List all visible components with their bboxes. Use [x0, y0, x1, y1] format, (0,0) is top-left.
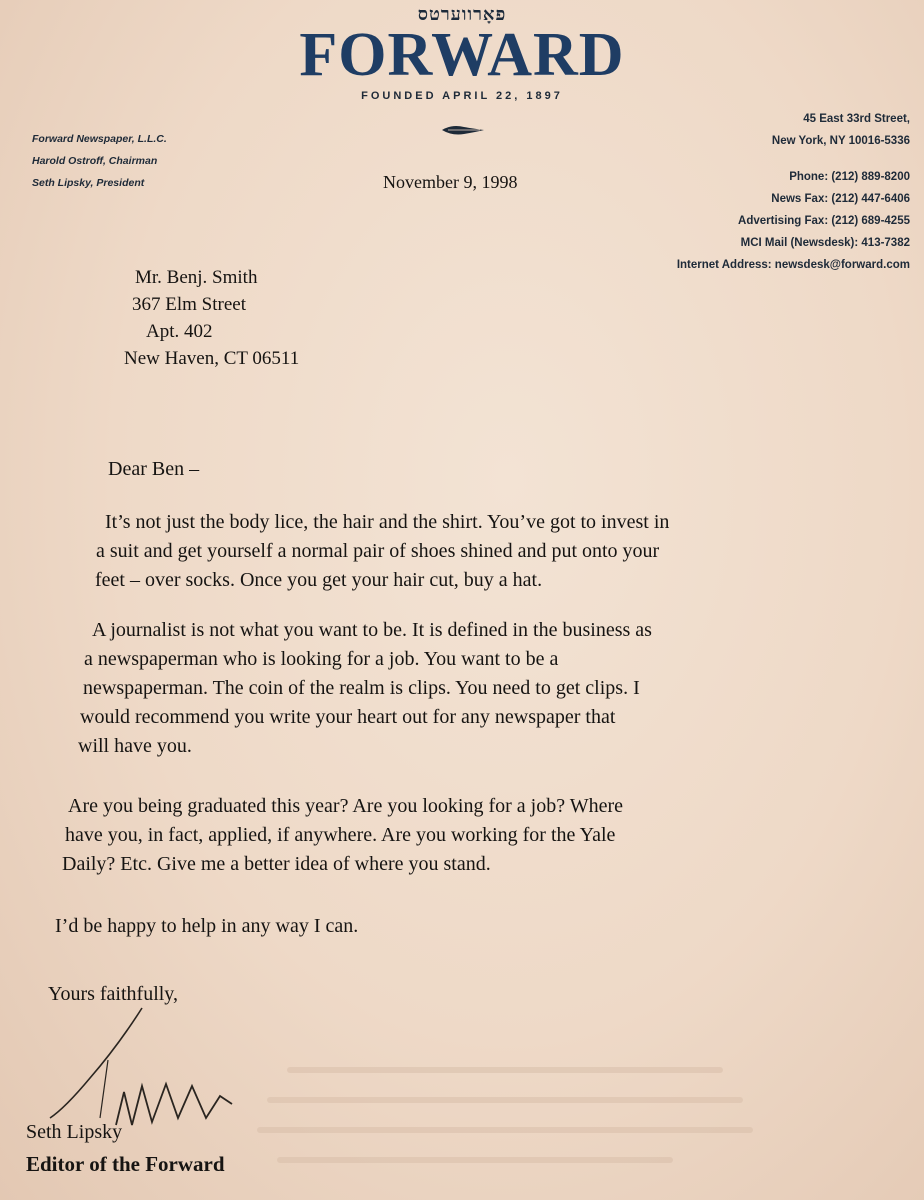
- recipient-street: 367 Elm Street: [132, 294, 246, 315]
- city-address: New York, NY 10016-5336: [771, 135, 910, 147]
- phone-line: Phone: (212) 889-8200: [789, 171, 910, 183]
- recipient-city: New Haven, CT 06511: [124, 348, 300, 369]
- quill-ornament-icon: [440, 123, 486, 137]
- news-fax-line: News Fax: (212) 447-6406: [771, 193, 910, 205]
- internet-address-line: Internet Address: newsdesk@forward.com: [676, 259, 910, 271]
- paragraph-3-line-3: Daily? Etc. Give me a better idea of where you stand.: [62, 853, 491, 875]
- mci-mail-line: MCI Mail (Newsdesk): 413-7382: [740, 237, 910, 249]
- hebrew-masthead: פאָרווערטס: [417, 4, 507, 24]
- company-info: [32, 128, 167, 194]
- recipient-apt: Apt. 402: [146, 321, 213, 342]
- recipient-name: Mr. Benj. Smith: [135, 267, 258, 288]
- paragraph-2-line-3: newspaperman. The coin of the realm is clips. You need to get clips. I: [83, 677, 640, 699]
- paragraph-3-line-2: have you, in fact, applied, if anywhere. Are you working for the Yale: [65, 824, 616, 846]
- signer-name: Seth Lipsky: [26, 1121, 123, 1143]
- signer-title: Editor of the Forward: [26, 1152, 225, 1176]
- paragraph-1-line-2: a suit and get yourself a normal pair of shoes shined and put onto your: [96, 540, 660, 562]
- contact-info: [677, 108, 910, 276]
- letter-date: November 9, 1998: [383, 172, 518, 192]
- paragraph-3-line-1: Are you being graduated this year? Are you looking for a job? Where: [68, 795, 623, 817]
- president-line: Seth Lipsky, President: [32, 177, 145, 189]
- paragraph-4: I’d be happy to help in any way I can.: [55, 915, 359, 937]
- advertising-fax-line: Advertising Fax: (212) 689-4255: [738, 215, 910, 227]
- chairman-line: Harold Ostroff, Chairman: [32, 155, 158, 167]
- company-name: Forward Newspaper, L.L.C.: [32, 133, 167, 145]
- paragraph-1-line-3: feet – over socks. Once you get your hair cut, buy a hat.: [95, 569, 543, 591]
- salutation: Dear Ben –: [108, 458, 200, 480]
- paragraph-1-line-1: It’s not just the body lice, the hair and the shirt. You’ve got to invest in: [105, 511, 670, 533]
- paragraph-2-line-4: would recommend you write your heart out for any newspaper that: [80, 706, 616, 728]
- paragraph-2-line-2: a newspaperman who is looking for a job. You want to be a: [84, 648, 559, 670]
- street-address: 45 East 33rd Street,: [803, 113, 910, 125]
- faint-bleed-through: [250, 1060, 770, 1180]
- closing: Yours faithfully,: [48, 983, 179, 1005]
- paragraph-2-line-1: A journalist is not what you want to be. It is defined in the business as: [92, 619, 652, 641]
- founded-line: FOUNDED APRIL 22, 1897: [361, 90, 563, 102]
- paragraph-2-line-5: will have you.: [78, 735, 192, 757]
- masthead-logo: FORWARD: [299, 21, 625, 89]
- handwritten-signature: [20, 1000, 260, 1140]
